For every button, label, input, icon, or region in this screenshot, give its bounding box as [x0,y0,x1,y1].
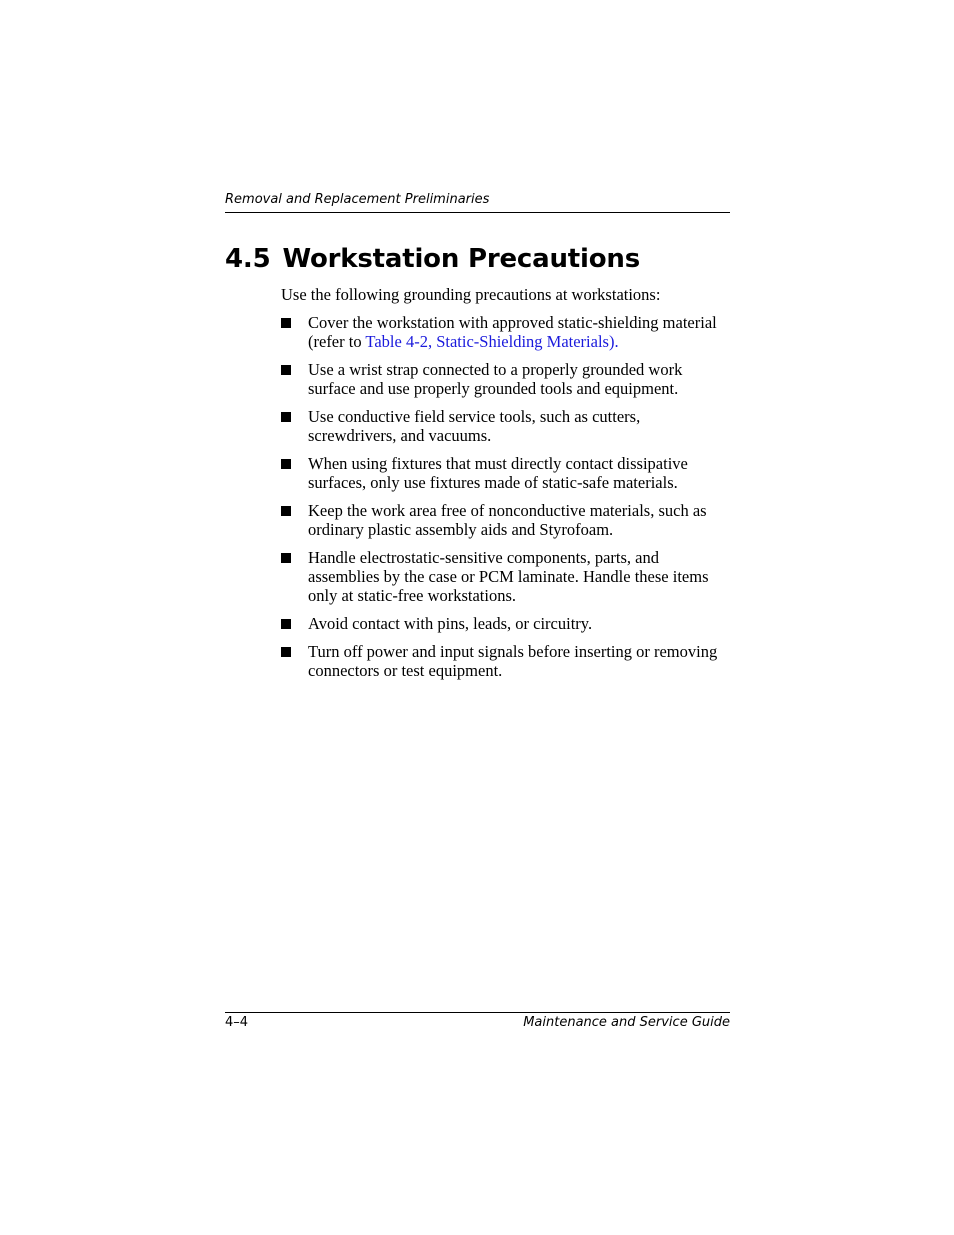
list-item-line: Turn off power and input signals before inserting or removing [308,642,718,661]
list-item-line: only at static-free workstations. [308,586,517,605]
square-bullet-icon [281,619,291,629]
list-item [281,642,741,680]
square-bullet-icon [281,318,291,328]
table-reference-link[interactable]: Table 4-2, Static-Shielding Materials) [365,332,615,351]
precautions-list [281,313,741,689]
running-header [225,191,730,213]
list-item-text: . [614,332,619,351]
square-bullet-icon [281,506,291,516]
list-item-line: Handle electrostatic-sensitive components, parts, and [308,548,659,567]
list-item [281,501,741,539]
list-item-line: surfaces, only use fixtures made of static-safe materials. [308,473,678,492]
list-item-line: connectors or test equipment. [308,661,503,680]
square-bullet-icon [281,365,291,375]
list-item-line: screwdrivers, and vacuums. [308,426,492,445]
square-bullet-icon [281,553,291,563]
list-item-line: Keep the work area free of nonconductive materials, such as [308,501,707,520]
page-footer [225,1012,730,1030]
list-item [281,614,741,633]
intro-paragraph: Use the following grounding precautions at workstations: [281,285,661,304]
list-item-line: Cover the workstation with approved static-shielding material [308,313,717,332]
page-number: 4–4 [225,1015,249,1030]
list-item [281,360,741,398]
list-item-line: Use conductive field service tools, such as cutters, [308,407,641,426]
list-item-line: assemblies by the case or PCM laminate. Handle these items [308,567,709,586]
square-bullet-icon [281,459,291,469]
list-item-line: When using fixtures that must directly contact dissipative [308,454,688,473]
list-item-text: (refer to [308,332,366,351]
square-bullet-icon [281,647,291,657]
list-item-line: surface and use properly grounded tools and equipment. [308,379,679,398]
list-item-line [308,332,741,351]
list-item [281,548,741,605]
list-item-line: ordinary plastic assembly aids and Styrofoam. [308,520,614,539]
section-title-text: Workstation Precautions [282,244,640,274]
list-item [281,407,741,445]
running-header-title: Removal and Replacement Preliminaries [225,192,490,207]
list-item-line: Use a wrist strap connected to a properly grounded work [308,360,683,379]
list-item [281,454,741,492]
footer-guide-title: Maintenance and Service Guide [523,1015,730,1030]
list-item [281,313,741,351]
square-bullet-icon [281,412,291,422]
section-title [225,240,640,278]
section-number: 4.5 [225,244,271,274]
list-item-line: Avoid contact with pins, leads, or circuitry. [308,614,593,633]
